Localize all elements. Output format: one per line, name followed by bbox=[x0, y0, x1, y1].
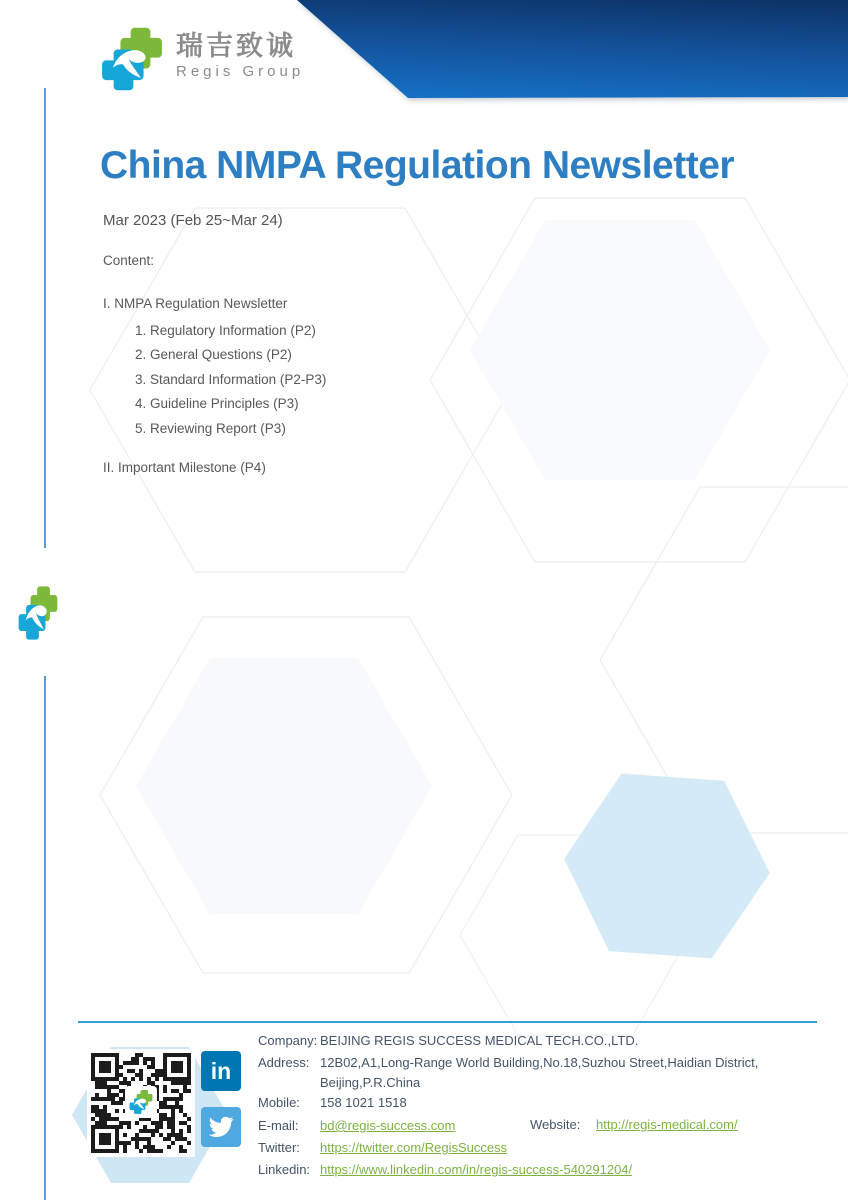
linkedin-icon[interactable] bbox=[201, 1051, 241, 1091]
address-label: Address: bbox=[258, 1055, 310, 1070]
toc-item: 2. General Questions (P2) bbox=[135, 347, 292, 362]
regis-logo-icon bbox=[98, 25, 166, 93]
qr-code[interactable] bbox=[87, 1049, 195, 1157]
toc-item: 4. Guideline Principles (P3) bbox=[135, 396, 299, 411]
twitter-label: Twitter: bbox=[258, 1140, 300, 1155]
linkedin-label: Linkedin: bbox=[258, 1162, 311, 1177]
footer-row-mobile bbox=[258, 1094, 407, 1111]
toc-item: 5. Reviewing Report (P3) bbox=[135, 420, 286, 436]
toc-section-2: II. Important Milestone (P4) bbox=[103, 459, 266, 475]
toc-item: 3. Standard Information (P2-P3) bbox=[135, 371, 327, 387]
website-link[interactable]: http://regis-medical.com/ bbox=[596, 1117, 738, 1132]
mobile-label: Mobile: bbox=[258, 1095, 300, 1110]
toc-item: 1. Regulatory Information (P2) bbox=[135, 322, 316, 338]
footer-row-linkedin bbox=[258, 1161, 632, 1178]
table-of-contents bbox=[103, 253, 326, 475]
footer-row-email bbox=[258, 1117, 455, 1134]
website-label: Website: bbox=[530, 1117, 581, 1132]
email-label: E-mail: bbox=[258, 1118, 299, 1133]
footer-row-twitter bbox=[258, 1139, 507, 1156]
left-rule-top bbox=[44, 88, 46, 548]
address-line1: 12B02,A1,Long-Range World Building,No.18,Suzhou Street,Haidian District, bbox=[320, 1055, 759, 1070]
address-line2: Beijing,P.R.China bbox=[320, 1075, 421, 1090]
toc-section-1: I. NMPA Regulation Newsletter bbox=[103, 296, 288, 311]
twitter-bird-icon bbox=[208, 1114, 234, 1140]
twitter-link[interactable]: https://twitter.com/RegisSuccess bbox=[320, 1140, 508, 1155]
footer-row-company bbox=[258, 1032, 638, 1049]
company-value: BEIJING REGIS SUCCESS MEDICAL TECH.CO.,LTD. bbox=[320, 1033, 639, 1048]
toc-heading: Content: bbox=[103, 253, 155, 268]
logo-chinese-name: 瑞吉致诚 bbox=[176, 31, 296, 61]
toc-items bbox=[103, 318, 326, 441]
footer-row-address bbox=[258, 1054, 818, 1071]
date-range: Mar 2023 (Feb 25~Mar 24) bbox=[103, 212, 283, 229]
qr-center-logo-icon bbox=[128, 1089, 154, 1115]
left-rule-bottom bbox=[44, 676, 46, 1200]
regis-logo-text bbox=[176, 33, 304, 79]
company-label: Company: bbox=[258, 1033, 318, 1048]
linkedin-link[interactable]: https://www.linkedin.com/in/regis-success-540291204/ bbox=[320, 1162, 633, 1177]
twitter-icon[interactable] bbox=[201, 1107, 241, 1147]
regis-logo-watermark-icon bbox=[16, 584, 60, 642]
email-link[interactable]: bd@regis-success.com bbox=[320, 1118, 456, 1133]
page-title: China NMPA Regulation Newsletter bbox=[100, 144, 735, 187]
logo-english-name: Regis Group bbox=[176, 63, 305, 80]
linkedin-glyph: in bbox=[210, 1057, 232, 1084]
footer-divider bbox=[78, 1021, 817, 1023]
mobile-value: 158 1021 1518 bbox=[320, 1095, 407, 1110]
footer-row-address2 bbox=[320, 1074, 420, 1091]
